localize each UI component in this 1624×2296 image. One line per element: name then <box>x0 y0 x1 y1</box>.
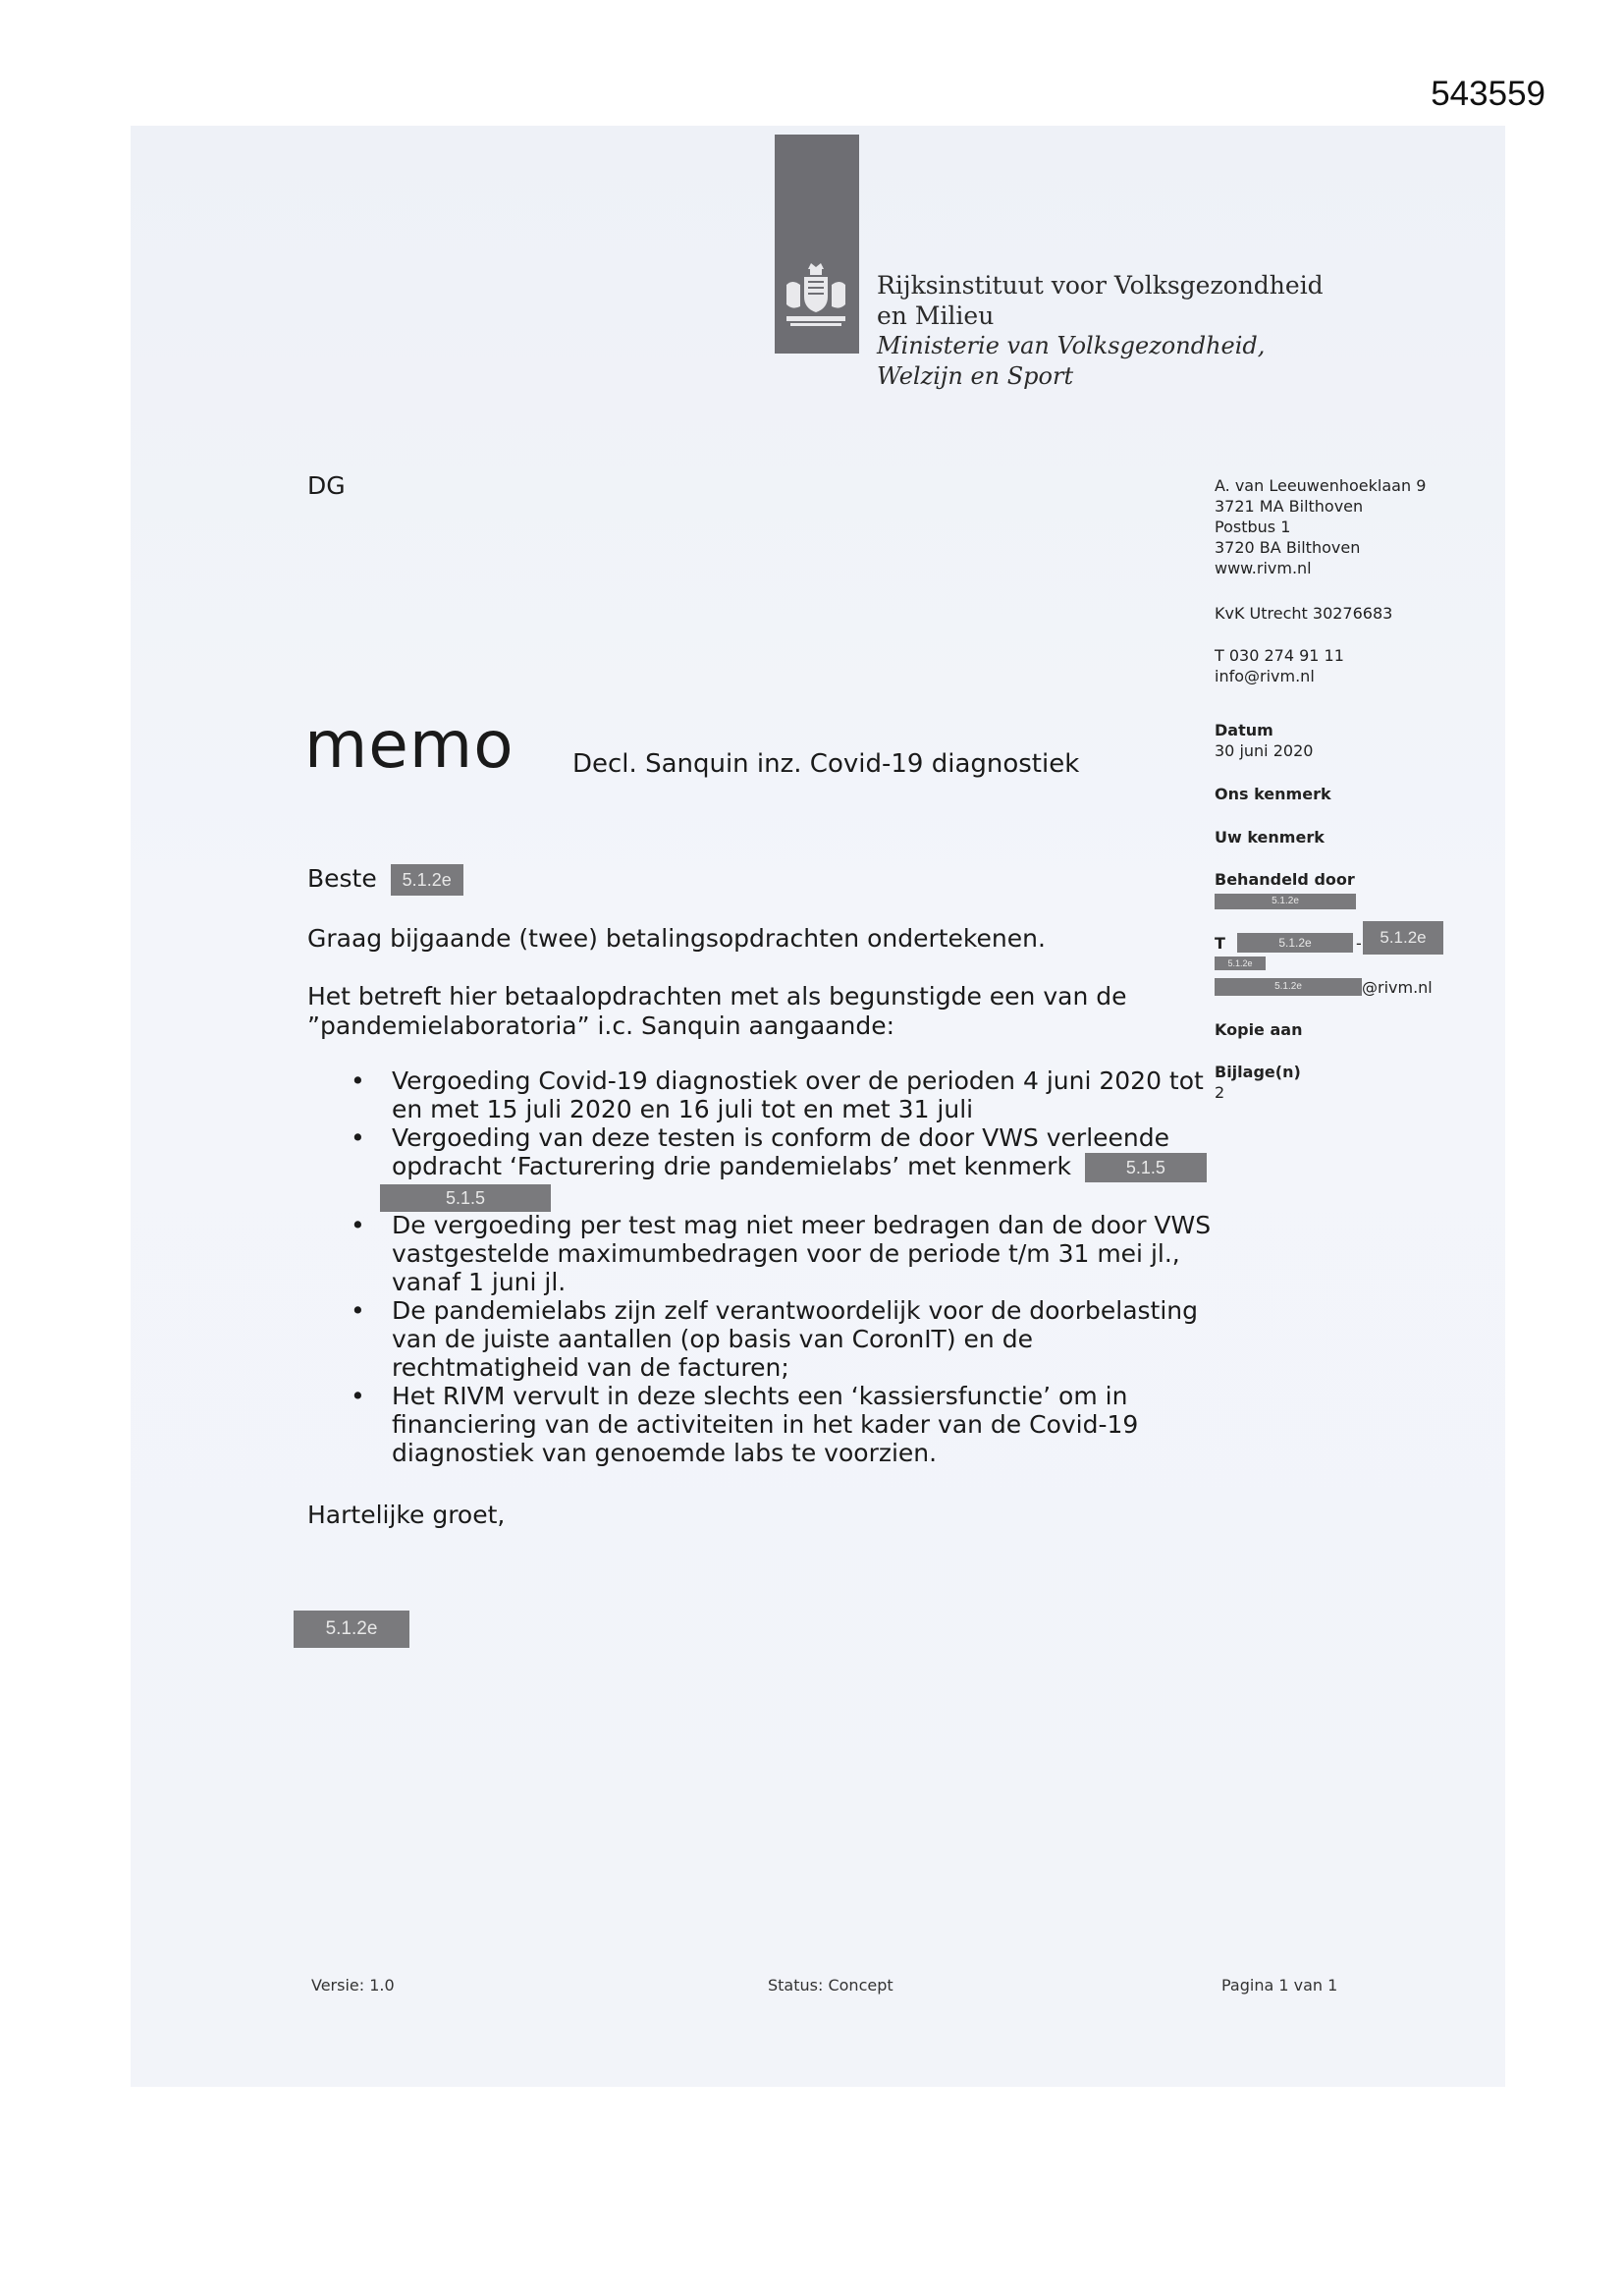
org-line-2: en Milieu <box>877 301 995 330</box>
organization-name <box>877 270 1324 392</box>
list-item-line: rechtmatigheid van de facturen; <box>392 1353 789 1382</box>
list-item-line: en met 15 juli 2020 en 16 juli tot en met 31 juli <box>392 1095 974 1123</box>
copy-to-label <box>1215 1019 1302 1040</box>
list-item <box>307 1123 1211 1211</box>
your-reference-text: Uw kenmerk <box>1215 828 1325 847</box>
paragraph-request: Graag bijgaande (twee) betalingsopdrachten ondertekenen. <box>307 924 1046 953</box>
address-block <box>1215 475 1426 578</box>
bullet-icon: • <box>351 1211 365 1239</box>
salutation <box>307 864 463 896</box>
redaction-block: 5.1.5 <box>380 1184 551 1212</box>
list-item-line: De vergoeding per test mag niet meer bedragen dan de door VWS <box>392 1211 1212 1239</box>
org-line-1: Rijksinstituut voor Volksgezondheid <box>877 271 1324 300</box>
date-value: 30 juni 2020 <box>1215 741 1314 760</box>
list-item <box>307 1296 1211 1382</box>
email-address: info@rivm.nl <box>1215 667 1315 685</box>
our-reference-label <box>1215 784 1331 804</box>
bullet-icon: • <box>351 1382 365 1410</box>
date-block <box>1215 720 1313 761</box>
attachments-count: 2 <box>1215 1083 1225 1102</box>
crest-icon <box>781 263 851 332</box>
redaction-block: 5.1.2e <box>1237 933 1353 953</box>
redaction-block: 5.1.2e <box>1215 978 1362 996</box>
memo-subject: Decl. Sanquin inz. Covid-19 diagnostiek <box>572 749 1080 779</box>
list-item-text: opdracht ‘Facturering drie pandemielabs’ met kenmerk <box>392 1152 1071 1180</box>
paragraph-context-line-1: Het betreft hier betaalopdrachten met als begunstigde een van de <box>307 982 1127 1011</box>
handled-by-label <box>1215 869 1355 890</box>
bullet-icon: • <box>351 1296 365 1325</box>
list-item-line: van de juiste aantallen (op basis van CoronIT) en de <box>392 1325 1033 1353</box>
list-item-line: De pandemielabs zijn zelf verantwoordelijk voor de doorbelasting <box>392 1296 1199 1325</box>
redaction-block: 5.1.2e <box>1215 957 1266 970</box>
paragraph-context <box>307 982 1127 1041</box>
list-item-line: vanaf 1 juni jl. <box>392 1268 567 1296</box>
list-item <box>307 1066 1211 1123</box>
attachments-block <box>1215 1062 1301 1103</box>
salutation-text: Beste <box>307 864 377 893</box>
list-item <box>307 1382 1211 1467</box>
footer-status: Status: Concept <box>768 1976 893 1995</box>
list-item-line: Vergoeding Covid-19 diagnostiek over de perioden 4 juni 2020 tot <box>392 1066 1204 1095</box>
handled-by-text: Behandeld door <box>1215 870 1355 889</box>
phone-label-text: T <box>1215 934 1225 953</box>
redaction-block: 5.1.2e <box>1363 921 1443 955</box>
list-item-line: Vergoeding van deze testen is conform de door VWS verleende <box>392 1123 1170 1152</box>
list-item-line: diagnostiek van genoemde labs te voorzien. <box>392 1439 938 1467</box>
phone-number: T 030 274 91 11 <box>1215 646 1344 665</box>
your-reference-label <box>1215 827 1325 847</box>
redaction-block: 5.1.5 <box>1085 1153 1207 1182</box>
signature-redaction: 5.1.2e <box>294 1611 409 1648</box>
list-item-line: vastgestelde maximumbedragen voor de periode t/m 31 mei jl., <box>392 1239 1180 1268</box>
list-item <box>307 1211 1211 1296</box>
list-item-line <box>392 1182 1211 1211</box>
footer-version: Versie: 1.0 <box>311 1976 395 1995</box>
bullet-icon: • <box>351 1123 365 1152</box>
list-item-line: Het RIVM vervult in deze slechts een ‘kassiersfunctie’ om in <box>392 1382 1128 1410</box>
redaction-block: 5.1.2e <box>1215 894 1356 909</box>
org-line-3: Ministerie van Volksgezondheid, <box>877 332 1266 359</box>
address-line: 3720 BA Bilthoven <box>1215 538 1361 557</box>
list-item-line <box>392 1152 1211 1182</box>
address-line: Postbus 1 <box>1215 518 1291 536</box>
paragraph-context-line-2: ”pandemielaboratoria” i.c. Sanquin aangaande: <box>307 1011 895 1040</box>
closing: Hartelijke groet, <box>307 1501 506 1529</box>
phone-dash: - <box>1356 934 1362 953</box>
our-reference-text: Ons kenmerk <box>1215 785 1331 803</box>
phone-label <box>1215 933 1225 954</box>
list-item-line: financiering van de activiteiten in het kader van de Covid-19 <box>392 1410 1139 1439</box>
copy-to-text: Kopie aan <box>1215 1020 1303 1039</box>
recipient: DG <box>307 471 346 500</box>
kvk-number: KvK Utrecht 30276683 <box>1215 604 1393 623</box>
attachments-label: Bijlage(n) <box>1215 1063 1301 1081</box>
contact-block <box>1215 645 1344 686</box>
redaction-block: 5.1.2e <box>391 864 463 896</box>
address-line: A. van Leeuwenhoeklaan 9 <box>1215 476 1427 495</box>
bullet-icon: • <box>351 1066 365 1095</box>
email-domain: @rivm.nl <box>1362 978 1433 997</box>
date-label: Datum <box>1215 721 1273 739</box>
document-number: 543559 <box>1431 75 1545 113</box>
footer-page-number: Pagina 1 van 1 <box>1221 1976 1338 1995</box>
org-line-4: Welzijn en Sport <box>877 362 1074 390</box>
bullet-list <box>307 1066 1211 1467</box>
address-line: 3721 MA Bilthoven <box>1215 497 1364 516</box>
memo-title: memo <box>304 707 514 783</box>
website: www.rivm.nl <box>1215 559 1312 577</box>
